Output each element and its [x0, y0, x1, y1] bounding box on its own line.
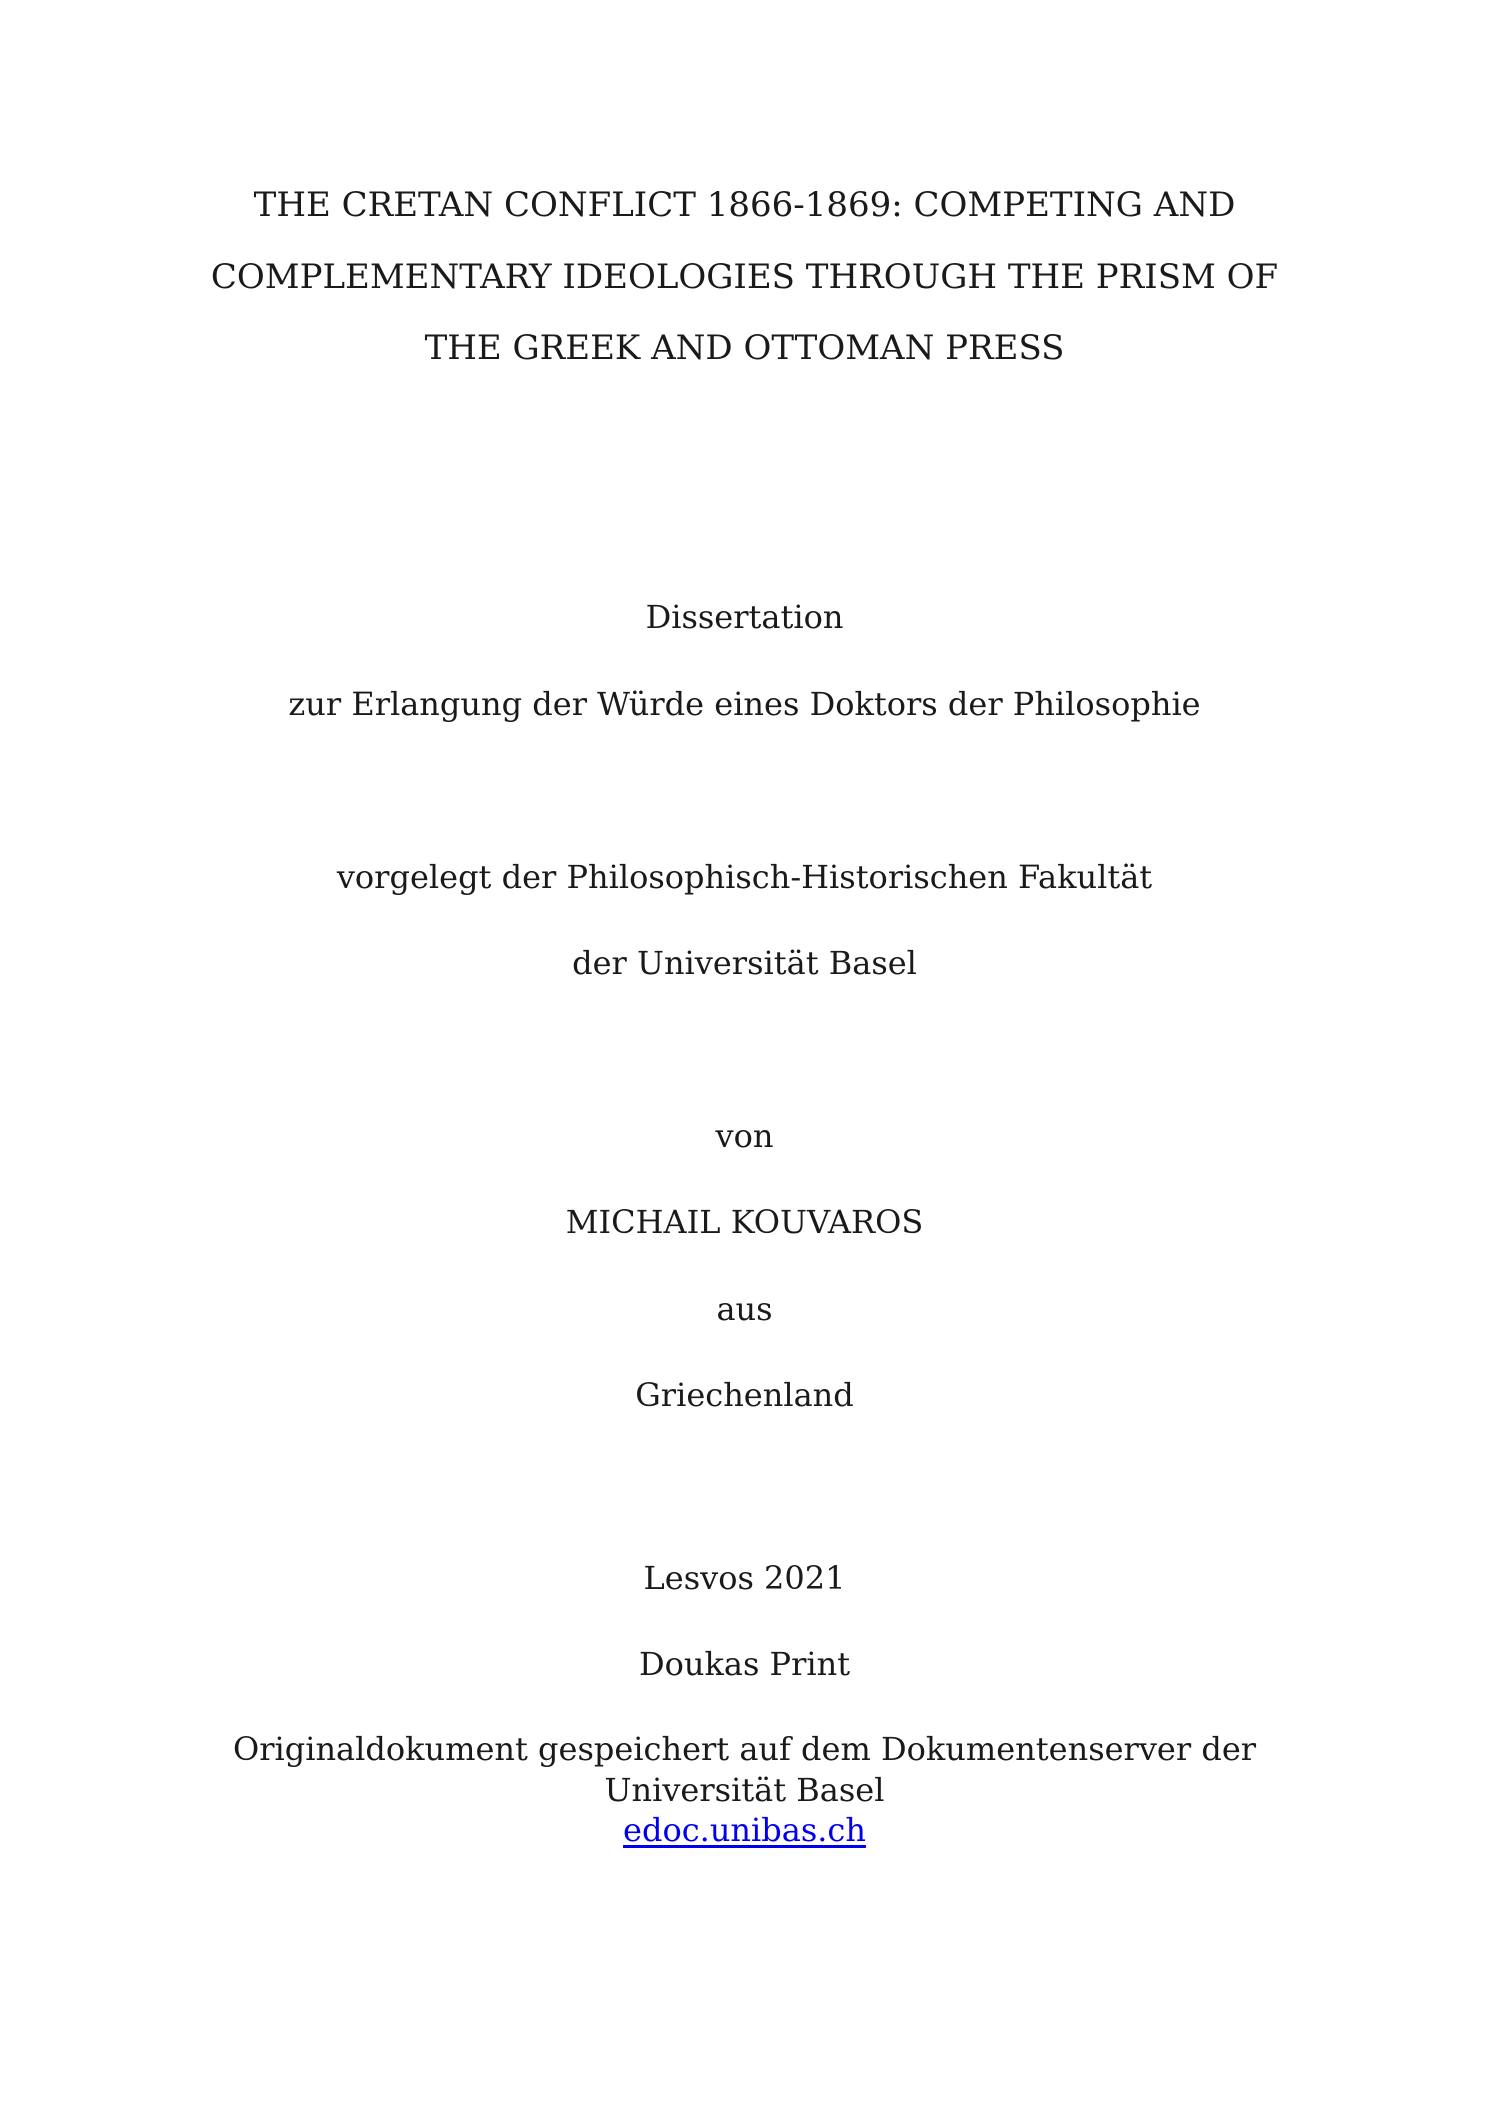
author-name: MICHAIL KOUVAROS: [565, 1203, 924, 1241]
by-label: von: [715, 1117, 774, 1155]
repository-link-row: [0, 1810, 1489, 1850]
repository-note-line-1: Originaldokument gespeichert auf dem Dokumentenserver der: [232, 1730, 1257, 1768]
author-country: Griechenland: [635, 1376, 854, 1414]
thesis-title-line-1: THE CRETAN CONFLICT 1866-1869: COMPETING AND: [253, 185, 1236, 225]
thesis-title-line-3: THE GREEK AND OTTOMAN PRESS: [424, 328, 1065, 368]
document-type: Dissertation: [645, 598, 844, 636]
repository-note-line-2: Universität Basel: [604, 1771, 885, 1809]
printer: Doukas Print: [638, 1645, 851, 1683]
repository-link[interactable]: edoc.unibas.ch: [623, 1811, 866, 1849]
place-year: Lesvos 2021: [643, 1559, 846, 1597]
university-line: der Universität Basel: [572, 944, 917, 982]
faculty-line: vorgelegt der Philosophisch-Historischen Fakultät: [336, 858, 1153, 896]
from-label: aus: [716, 1290, 773, 1328]
degree-purpose: zur Erlangung der Würde eines Doktors der Philosophie: [288, 685, 1201, 723]
thesis-title-line-2: COMPLEMENTARY IDEOLOGIES THROUGH THE PRISM OF: [210, 257, 1279, 297]
